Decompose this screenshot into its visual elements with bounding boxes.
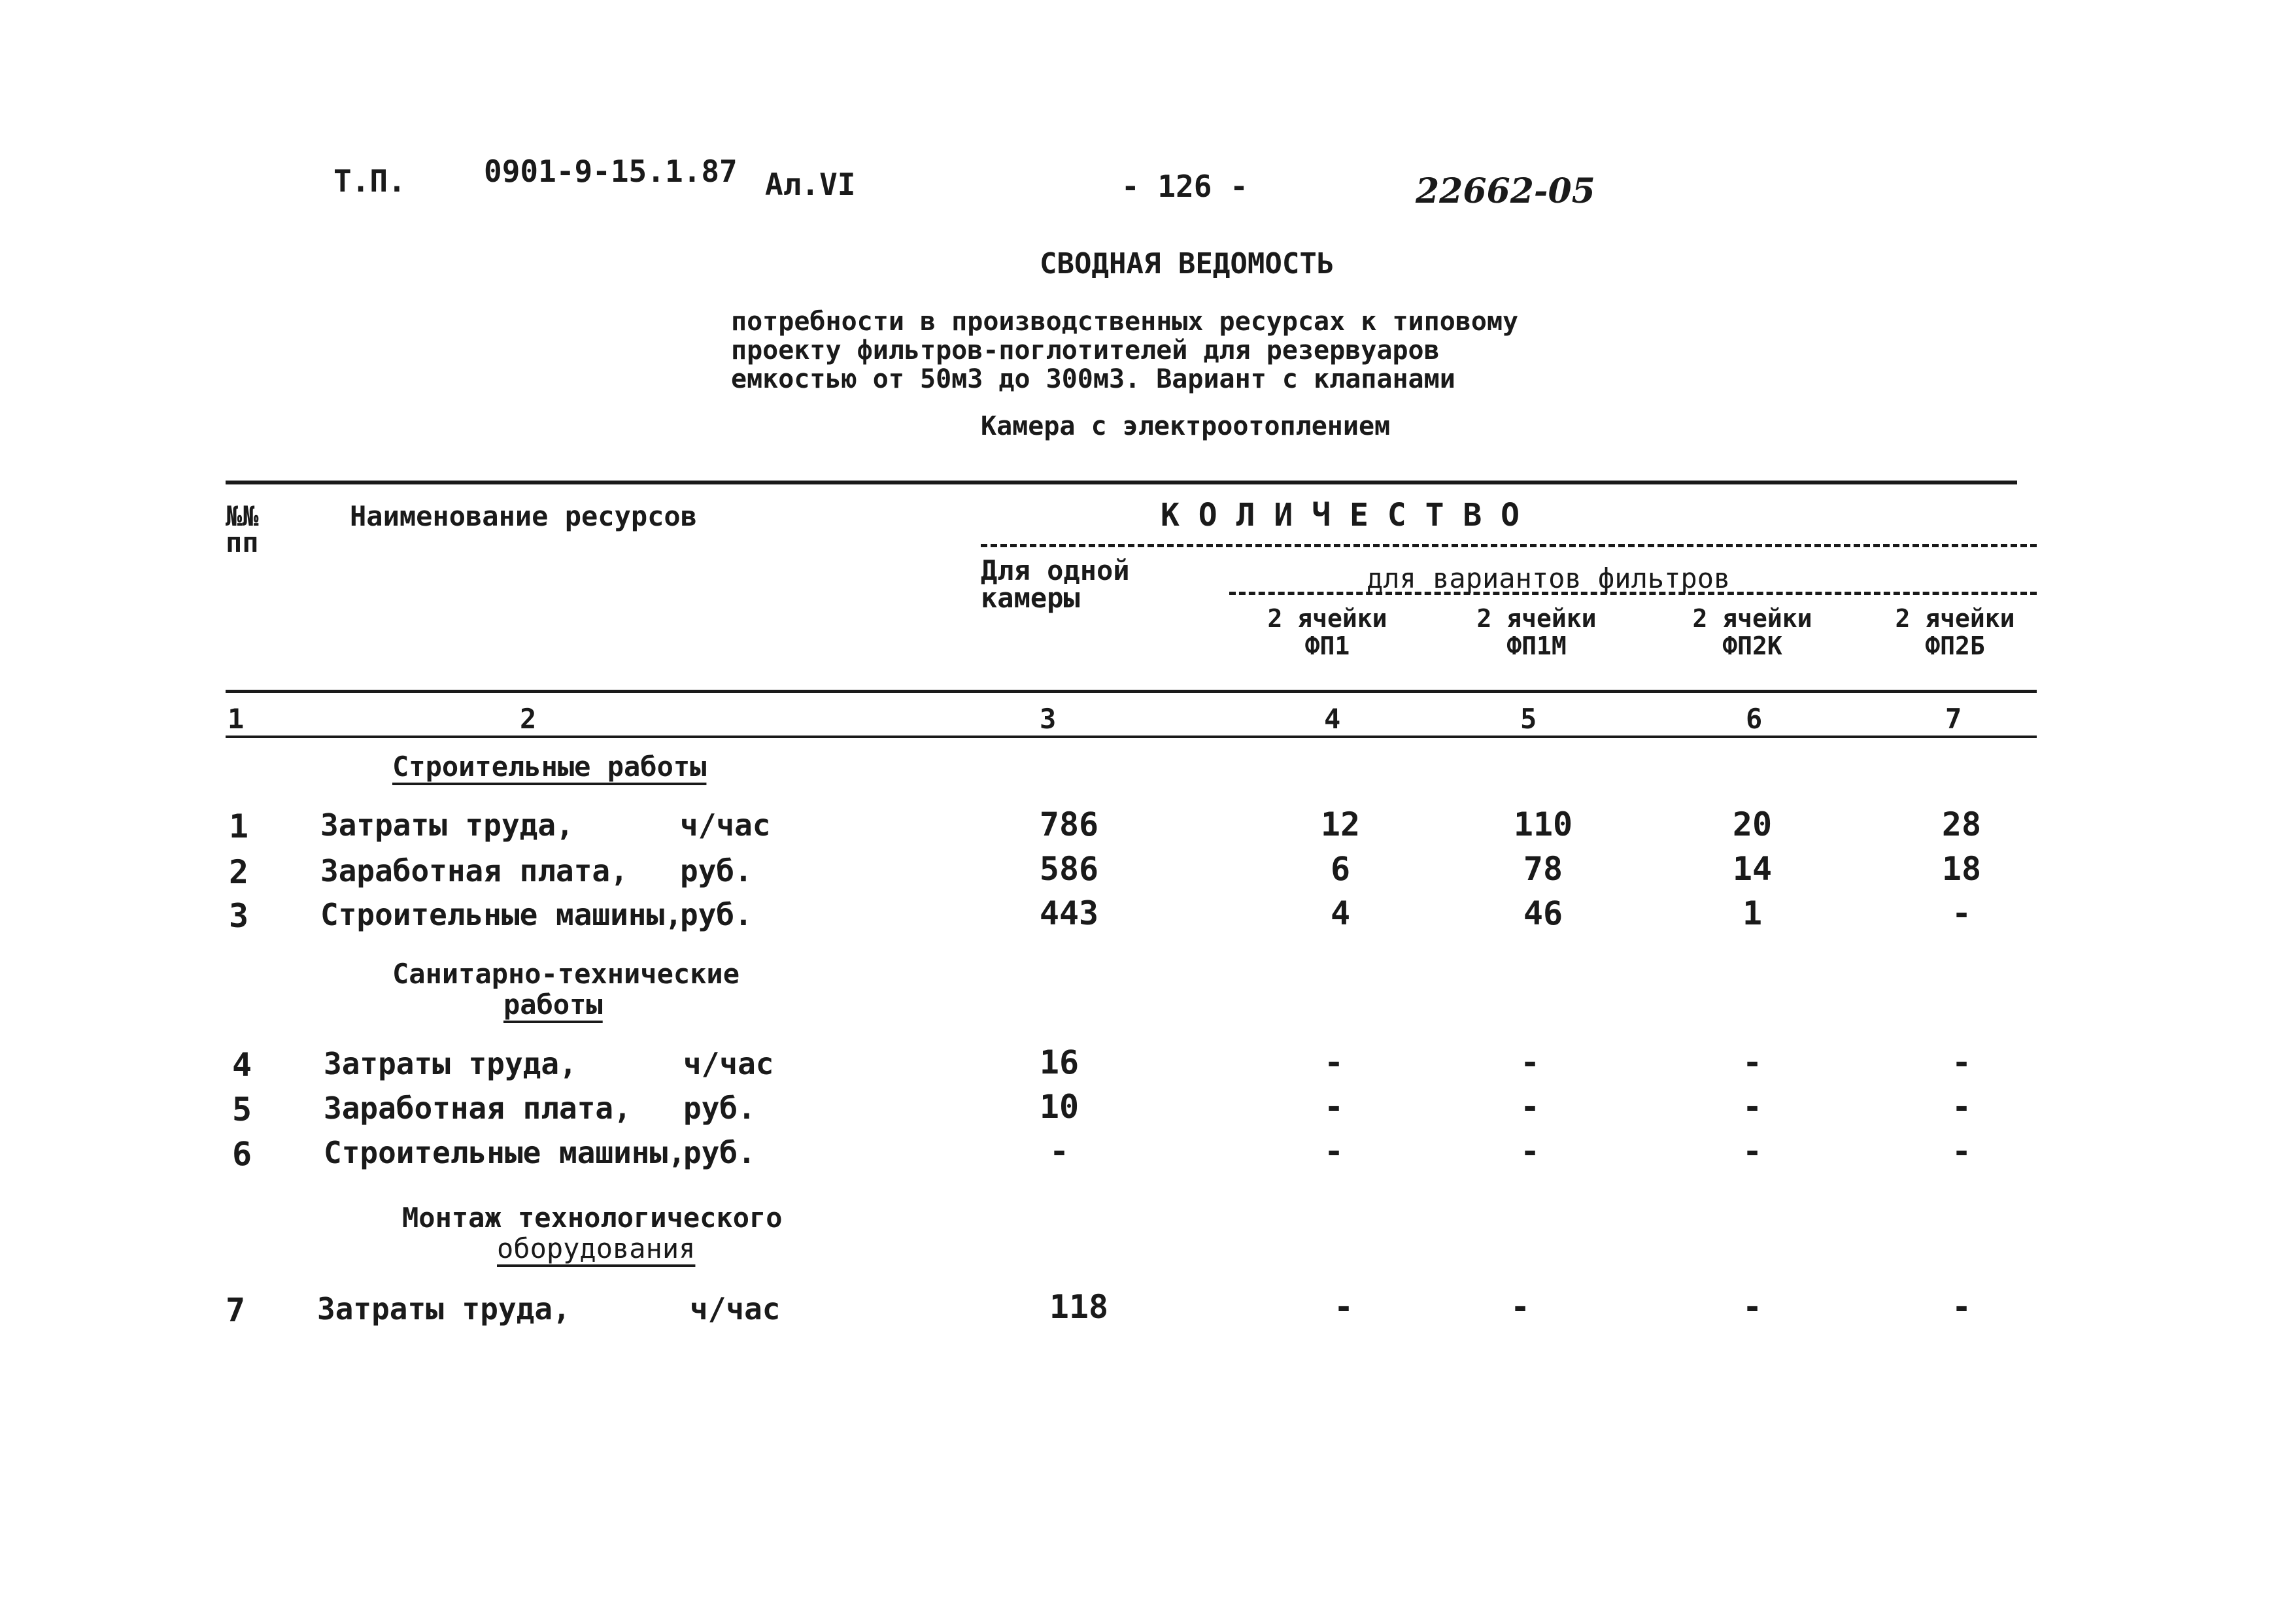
qty-divider — [981, 544, 2037, 547]
variant-fp2b-header — [1877, 605, 2033, 660]
col-qty-header: К О Л И Ч Е С Т В О — [1161, 497, 1520, 533]
row-value: - — [1951, 1132, 1972, 1170]
row-value: - — [1510, 1288, 1531, 1326]
row-value: - — [1742, 1132, 1763, 1170]
variant-fp1m-header — [1458, 605, 1615, 660]
row-number: 3 — [229, 897, 249, 935]
row-value: - — [1742, 1043, 1763, 1081]
variant-fp2k-line-2: ФП2К — [1722, 632, 1782, 660]
variant-fp1m-line-2: ФП1М — [1506, 632, 1567, 660]
col-one-line-2: камеры — [981, 582, 1080, 614]
row-name: Заработная плата, — [320, 853, 628, 888]
row-unit: ч/час — [680, 807, 771, 843]
title-line-4: Камера с электроотоплением — [981, 411, 1391, 441]
inventory-number: 22662-05 — [1416, 171, 1595, 211]
row-name: Строительные машины, — [320, 897, 683, 932]
row-value: 1 — [1742, 894, 1763, 932]
variant-fp2k-line-1: 2 ячейки — [1692, 604, 1812, 633]
row-name: Заработная плата, — [324, 1091, 632, 1126]
variant-fp2b-line-1: 2 ячейки — [1895, 604, 2015, 633]
title-line-1: потребности в производственных ресурсах к типовому — [731, 307, 1519, 337]
col-one-line-1: Для одной — [981, 554, 1130, 586]
row-value: 110 — [1513, 805, 1573, 843]
col-index-2: 2 — [520, 703, 537, 735]
row-number: 1 — [229, 807, 249, 845]
row-value: 78 — [1523, 850, 1563, 888]
variant-fp1-line-1: 2 ячейки — [1267, 604, 1387, 633]
row-value: - — [1323, 1043, 1344, 1081]
title-line-2: проекту фильтров-поглотителей для резервуаров — [731, 335, 1440, 365]
row-value: 20 — [1732, 805, 1773, 843]
header-bottom-rule — [226, 690, 2037, 693]
row-value: - — [1951, 1288, 1972, 1326]
row-number: 4 — [232, 1046, 252, 1084]
section-title: Монтаж технологического — [402, 1202, 783, 1234]
variant-fp1m-line-1: 2 ячейки — [1476, 604, 1597, 633]
variant-fp2k-header — [1674, 605, 1831, 660]
row-value: - — [1951, 894, 1972, 932]
col-index-4: 4 — [1324, 703, 1341, 735]
row-number: 5 — [232, 1091, 252, 1128]
row-unit: ч/час — [683, 1046, 774, 1081]
doc-type: Т.П. — [333, 163, 406, 199]
section-title: Строительные работы — [392, 751, 707, 783]
col-variants-header: для вариантов фильтров — [1367, 562, 1731, 594]
row-name: Строительные машины, — [324, 1135, 686, 1170]
row-value: - — [1951, 1088, 1972, 1126]
col-index-1: 1 — [228, 703, 245, 735]
row-unit: ч/час — [690, 1291, 781, 1327]
page-number: - 126 - — [1121, 169, 1248, 204]
col-index-5: 5 — [1520, 703, 1537, 735]
col-num-line-1: №№ — [226, 500, 259, 532]
col-one-chamber-header — [981, 554, 1130, 614]
row-unit: руб. — [680, 853, 753, 888]
col-index-7: 7 — [1945, 703, 1962, 735]
row-value: 28 — [1941, 805, 1982, 843]
col-name-header: Наименование ресурсов — [350, 500, 698, 532]
row-value: - — [1323, 1088, 1344, 1126]
album-number: Ал.VI — [765, 167, 856, 202]
section-title-line-2: оборудования — [497, 1232, 696, 1264]
variant-fp1-header — [1249, 605, 1406, 660]
row-name: Затраты труда, — [324, 1046, 577, 1081]
row-value: - — [1049, 1132, 1070, 1170]
row-value: 586 — [1039, 850, 1099, 888]
index-bottom-rule — [226, 736, 2037, 738]
row-unit: руб. — [680, 897, 753, 932]
row-value: 4 — [1330, 894, 1351, 932]
row-value: 443 — [1039, 894, 1099, 932]
section-title-line-2: работы — [503, 989, 603, 1021]
row-value: - — [1742, 1088, 1763, 1126]
row-value: 12 — [1320, 805, 1361, 843]
row-name: Затраты труда, — [317, 1291, 571, 1327]
row-value: - — [1520, 1088, 1540, 1126]
row-value: 118 — [1049, 1288, 1109, 1326]
row-number: 2 — [229, 853, 249, 891]
row-name: Затраты труда, — [320, 807, 574, 843]
variant-fp2b-line-2: ФП2Б — [1925, 632, 1985, 660]
title-line-3: емкостью от 50м3 до 300м3. Вариант с клапанами — [731, 364, 1455, 394]
row-value: - — [1323, 1132, 1344, 1170]
row-value: 46 — [1523, 894, 1563, 932]
section-title: Санитарно-технические — [392, 958, 740, 990]
col-index-3: 3 — [1040, 703, 1057, 735]
table-top-rule — [226, 481, 2017, 484]
row-value: - — [1520, 1043, 1540, 1081]
row-value: 14 — [1732, 850, 1773, 888]
row-value: - — [1333, 1288, 1354, 1326]
variant-fp1-line-2: ФП1 — [1304, 632, 1350, 660]
row-value: - — [1520, 1132, 1540, 1170]
row-value: 6 — [1330, 850, 1351, 888]
row-value: - — [1951, 1043, 1972, 1081]
row-number: 7 — [226, 1291, 246, 1329]
row-value: 786 — [1039, 805, 1099, 843]
row-unit: руб. — [683, 1135, 756, 1170]
col-num-line-2: пп — [226, 526, 259, 558]
row-value: 18 — [1941, 850, 1982, 888]
row-number: 6 — [232, 1135, 252, 1173]
row-unit: руб. — [683, 1091, 756, 1126]
row-value: 10 — [1039, 1088, 1080, 1126]
row-value: - — [1742, 1288, 1763, 1326]
doc-title: СВОДНАЯ ВЕДОМОСТЬ — [1040, 247, 1334, 280]
doc-code: 0901-9-15.1.87 — [484, 154, 738, 189]
col-index-6: 6 — [1746, 703, 1763, 735]
row-value: 16 — [1039, 1043, 1080, 1081]
col-num-header — [226, 500, 259, 558]
